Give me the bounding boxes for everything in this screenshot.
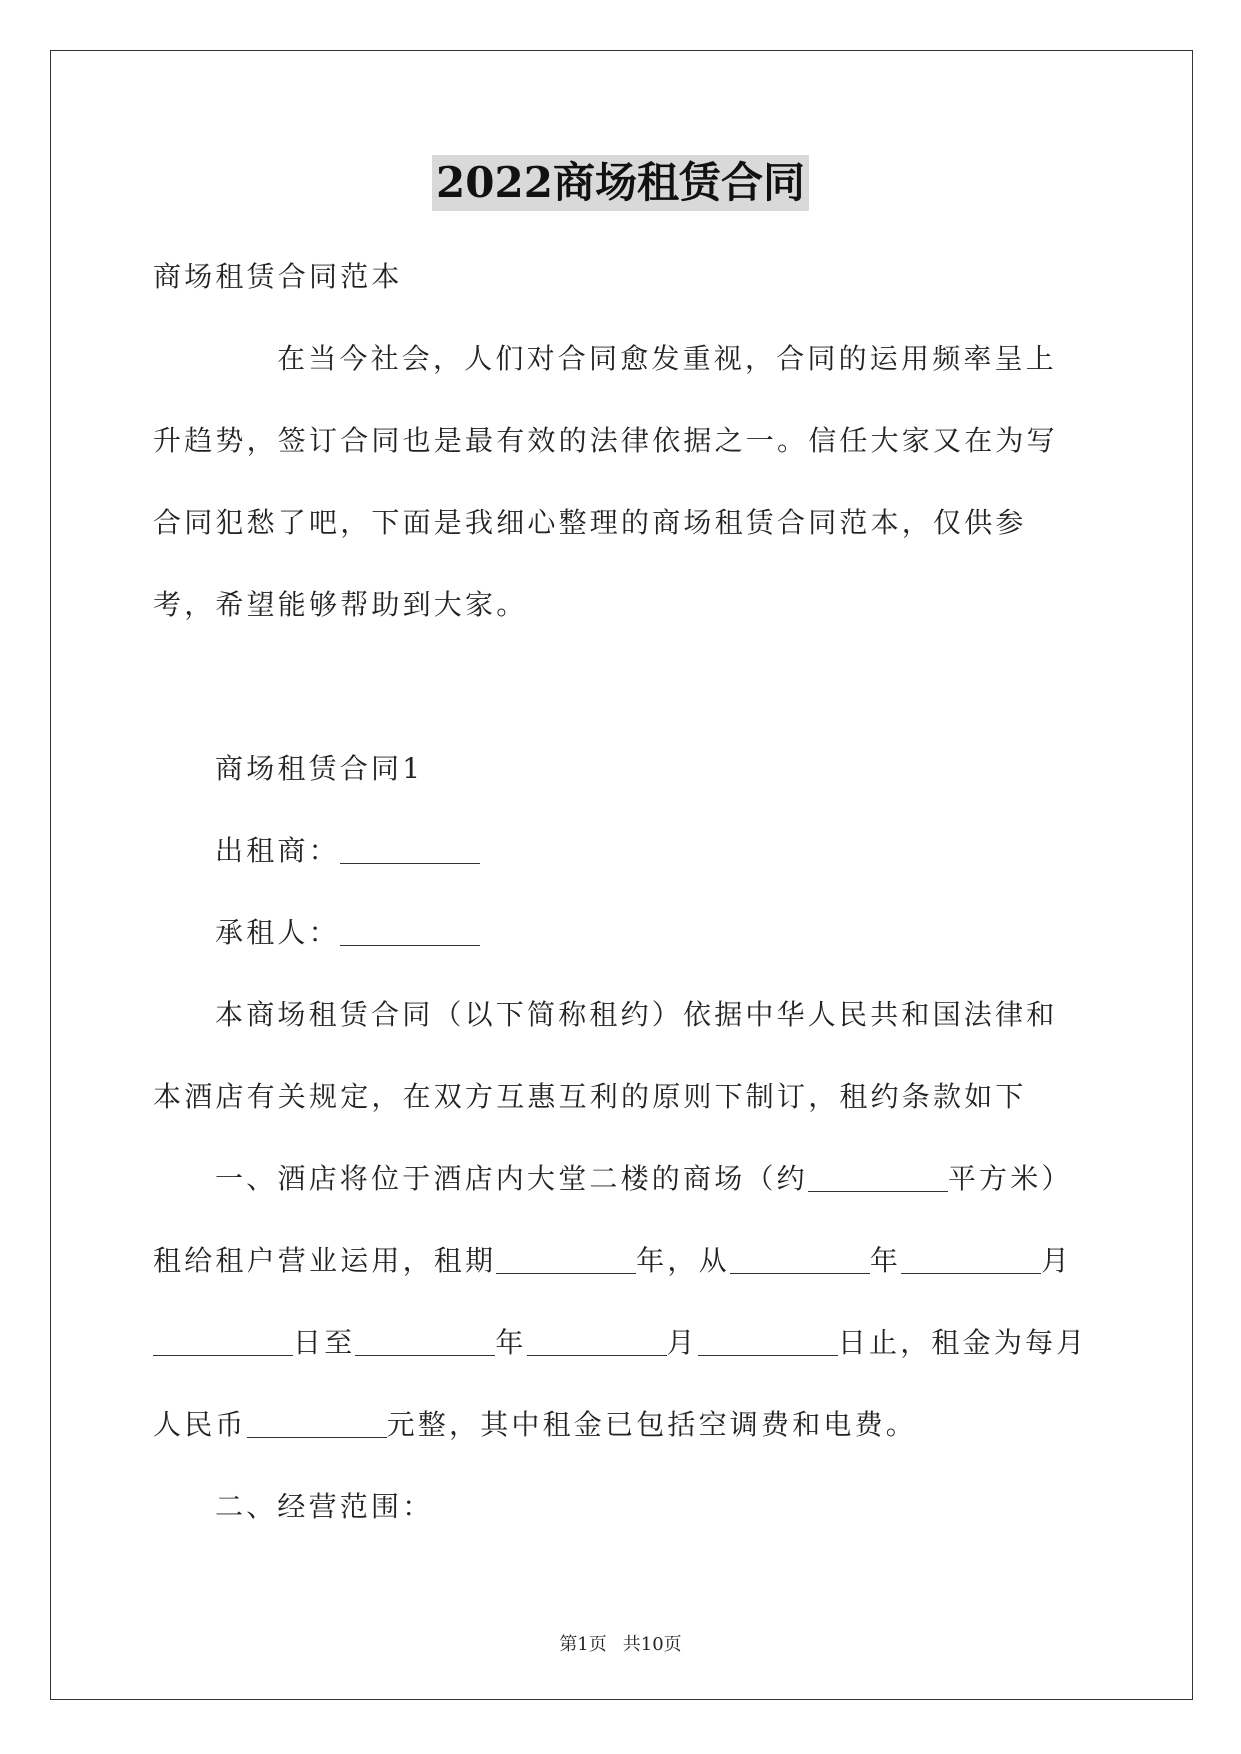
document-title: 2022商场租赁合同 (432, 155, 809, 211)
term-years-blank[interactable] (496, 1245, 636, 1274)
area-blank[interactable] (808, 1163, 948, 1192)
end-day-blank[interactable] (698, 1327, 838, 1356)
clause1-text-7: 年 (495, 1326, 527, 1359)
page-total: 共10页 (622, 1634, 682, 1655)
clause-1 (153, 1138, 1088, 1466)
document-body (153, 236, 1088, 1548)
preamble-paragraph: 本商场租赁合同（以下简称租约）依据中华人民共和国法律和本酒店有关规定，在双方互惠互利的原则下制订，租约条款如下 (153, 998, 1058, 1113)
intro-paragraph: 在当今社会，人们对合同愈发重视，合同的运用频率呈上升趋势，签订合同也是最有效的法律依据之一。信任大家又在为写合同犯愁了吧，下面是我细心整理的商场租赁合同范本，仅供参考，希望能够帮助到大家。 (153, 342, 1058, 621)
rent-blank[interactable] (247, 1409, 387, 1438)
clause1-text-1: 一、酒店将位于酒店内大堂二楼的商场（约 (215, 1162, 808, 1195)
end-year-blank[interactable] (355, 1327, 495, 1356)
clause1-text-10: 元整，其中租金已包括空调费和电费。 (386, 1408, 918, 1441)
end-month-blank[interactable] (527, 1327, 667, 1356)
lessor-line (153, 810, 1088, 892)
title-wrap (0, 155, 1241, 211)
lessee-label: 承租人： (215, 916, 340, 949)
spacer (153, 646, 1088, 728)
clause-2: 二、经营范围： (215, 1490, 434, 1523)
clause1-text-9: 日止，租金为每月人民币 (153, 1326, 1088, 1441)
page-footer (0, 1630, 1241, 1656)
clause1-text-5: 月 (1041, 1244, 1073, 1277)
page-current: 第1页 (559, 1634, 607, 1655)
clause1-text-8: 月 (666, 1326, 698, 1359)
lessee-line (153, 892, 1088, 974)
contract-heading: 商场租赁合同1 (215, 752, 424, 785)
lessor-blank[interactable] (340, 835, 480, 864)
clause1-text-4: 年 (869, 1244, 902, 1277)
clause1-text-2: 平方米）租给租户营业运用，租期 (153, 1162, 1073, 1277)
clause1-text-3: 年，从 (636, 1244, 730, 1277)
start-year-blank[interactable] (730, 1245, 870, 1274)
lessee-blank[interactable] (340, 917, 480, 946)
lessor-label: 出租商： (215, 834, 340, 867)
subtitle: 商场租赁合同范本 (153, 260, 403, 293)
start-day-blank[interactable] (153, 1327, 293, 1356)
start-month-blank[interactable] (901, 1245, 1041, 1274)
clause1-text-6: 日至 (293, 1326, 356, 1359)
